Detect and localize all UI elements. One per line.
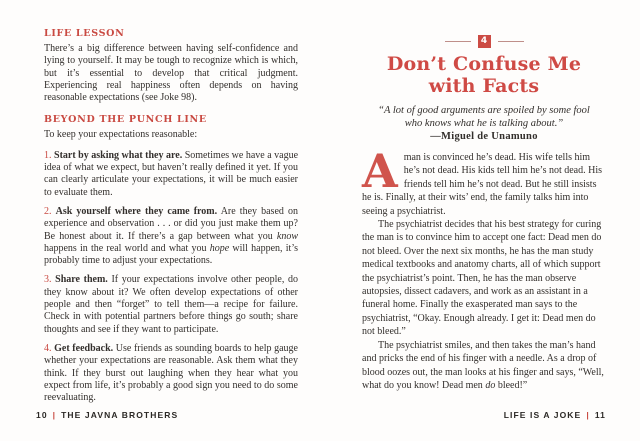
list-item-1 <box>44 150 298 199</box>
left-page-footer <box>36 410 178 420</box>
joke-paragraph-3-italic-do: do <box>485 379 496 391</box>
joke-paragraph-1 <box>362 144 606 218</box>
list-item-2-italic-know: know <box>276 230 299 242</box>
dropcap-letter: A <box>362 144 398 198</box>
list-item-2-rest-c: will happen, it’s probably time to adjust your expectations. <box>44 242 298 267</box>
list-item-3-lead: Share them. <box>55 274 108 286</box>
list-item-4-rest: Use friends as sounding boards to help gauge whether your expectations are reasonable. Ask them what they think. If they burst out laughing when they hear what you expect from life, it’s probably a good sign you need to do some reevaluating. <box>44 342 298 404</box>
right-page <box>362 34 606 392</box>
life-lesson-heading: LIFE LESSON <box>44 28 125 39</box>
list-item-2-text <box>44 206 298 267</box>
joke-paragraph-3 <box>362 339 606 393</box>
epigraph-line-1: “A lot of good arguments are spoiled by some fool <box>378 105 590 116</box>
chapter-number-badge: 4 <box>478 35 491 48</box>
right-page-number: 11 <box>594 410 606 420</box>
list-item-3-text <box>44 274 298 335</box>
list-item-1-number: 1. <box>44 149 52 161</box>
list-item-3-number: 3. <box>44 274 52 286</box>
left-page <box>44 28 298 411</box>
joke-body <box>362 144 606 392</box>
left-page-number: 10 <box>36 410 48 420</box>
beyond-punch-line-intro: To keep your expectations reasonable: <box>44 129 198 141</box>
left-footer-separator: | <box>52 410 57 420</box>
list-item-2 <box>44 206 298 267</box>
list-item-2-lead: Ask yourself where they came from. <box>55 205 218 217</box>
joke-paragraph-3-text-a: The psychiatrist smiles, and then takes the man’s hand and pricks the end of his finger with a needle. As a drop of blood oozes out, the man looks at his finger and says, “Well, what do you know! Dead men <box>362 339 604 391</box>
list-item-2-rest-a: Are they based on experience and observation . . . or did you just make them up? Be honest about it. If there’s a gap between what you <box>44 205 298 242</box>
list-item-4-text <box>44 343 298 404</box>
chapter-title: Don’t Confuse Me with Facts <box>386 53 582 97</box>
joke-paragraph-2: The psychiatrist decides that his best strategy for curing the man is to convince him to accept one fact: Dead men do not bleed. Over the next six months, he has the man study medical textbooks and anatomy charts, all of which support the psychiatrist’s point. Then, he has the man observe autopsies, dissect cadavers, and work as an assistant in a funeral home. Finally the exasperated man says to the psychiatrist, “Okay. Enough already. I get it: Dead men do not bleed.” <box>362 219 602 338</box>
epigraph-attribution: —Miguel de Unamuno <box>430 131 538 142</box>
list-item-1-text <box>44 150 298 199</box>
chapter-dash-left <box>445 41 471 42</box>
expectations-list <box>44 150 298 405</box>
list-item-4-number: 4. <box>44 342 52 354</box>
right-page-footer <box>504 410 606 420</box>
life-lesson-text: There’s a big difference between having self-confidence and lying to yourself. It may be tough to recognize which is which, but it’s essential to develop that critical judgment. Experiencing real happiness often depends on having reasonable expectations (see Joke 98). <box>44 43 298 104</box>
list-item-4-lead: Get feedback. <box>54 342 114 354</box>
chapter-header <box>362 34 606 48</box>
list-item-2-rest-b: happens in the real world and what you <box>44 242 207 254</box>
joke-paragraph-3-text-b: bleed!” <box>497 379 528 391</box>
beyond-punch-line-section <box>44 114 298 141</box>
list-item-1-lead: Start by asking what they are. <box>54 149 183 161</box>
epigraph-line-2: who knows what he is talking about.” <box>404 118 564 129</box>
left-footer-title: THE JAVNA BROTHERS <box>61 410 179 420</box>
list-item-3-rest: If your expectations involve other people, do they know about it? We often develop expectations of other people and then “forget” to tell them—a recipe for failure. Check in with potential partners before things go south; share thoughts and see if they want to participate. <box>44 274 299 335</box>
right-footer-separator: | <box>586 410 590 420</box>
list-item-2-italic-hope: hope <box>209 242 230 254</box>
list-item-2-number: 2. <box>44 205 52 217</box>
chapter-dash-right <box>498 41 524 42</box>
joke-paragraph-1-text: man is convinced he’s dead. His wife tells him he’s not dead. His kids tell him he’s not dead. His friends tell him he’s not dead. But he still insists he is. Finally, at their wits’ end, the family talks him into seeing a psychiatrist. <box>362 152 603 217</box>
beyond-punch-line-heading: BEYOND THE PUNCH LINE <box>44 114 207 126</box>
epigraph <box>362 104 606 143</box>
right-footer-title: LIFE IS A JOKE <box>503 410 582 420</box>
list-item-3 <box>44 274 298 335</box>
list-item-4 <box>44 343 298 404</box>
list-item-1-rest: Sometimes we have a vague idea of what we expect, but haven’t really defined it yet. If you can clearly articulate your expectations, it will be much easier to evaluate them. <box>44 149 299 198</box>
